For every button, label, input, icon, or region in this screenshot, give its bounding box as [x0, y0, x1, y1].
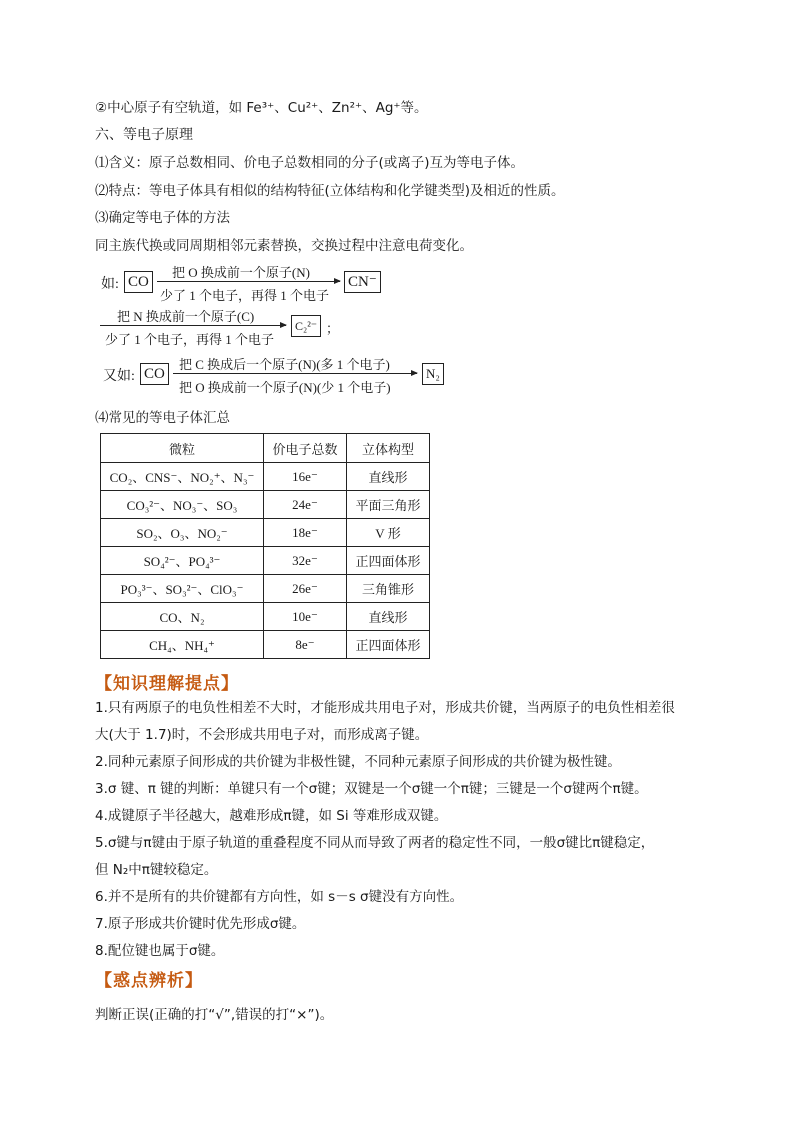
knowledge-point-2: 2.同种元素原子间形成的共价键为非极性键，不同种元素原子间形成的共价键为极性键。 [95, 754, 621, 770]
knowledge-point-1b: 大(大于 1.7)时，不会形成共用电子对，而形成离子键。 [95, 727, 429, 743]
diagram-row2-suffix: ； [326, 321, 340, 336]
table-cell-geometry: 正四面体形 [347, 547, 430, 575]
table-cell-particle: CO、N₂ [101, 603, 264, 631]
knowledge-point-3: 3.σ 键、π 键的判断：单键只有一个σ键；双键是一个σ键一个π键；三键是一个σ键两个π键。 [95, 781, 648, 797]
intro-line-orbital: ②中心原子有空轨道，如 Fe³⁺、Cu²⁺、Zn²⁺、Ag⁺等。 [95, 100, 428, 116]
table-cell-particle: SO₂、O₃、NO₂⁻ [101, 519, 264, 547]
diagram-row1-arrow [157, 281, 340, 282]
method-text: 同主族代换或同周期相邻元素替换，交换过程中注意电荷变化。 [95, 238, 473, 254]
table-cell-valence: 18e⁻ [264, 519, 347, 547]
table-header-valence: 价电子总数 [264, 434, 347, 463]
table-cell-geometry: V 形 [347, 519, 430, 547]
table-cell-particle: CO₂、CNS⁻、NO₂⁺、N₃⁻ [101, 463, 264, 491]
diagram-box-n2: N₂ [422, 363, 444, 385]
knowledge-point-1a: 1.只有两原子的电负性相差不大时，才能形成共用电子对，形成共价键，当两原子的电负性相差很 [95, 700, 675, 716]
method-title: ⑶确定等电子体的方法 [95, 210, 230, 226]
knowledge-point-8: 8.配位键也属于σ键。 [95, 943, 225, 959]
diagram-row1-top-label: 把 O 换成前一个原子(N) [172, 265, 310, 280]
feature-text: ⑵特点：等电子体具有相似的结构特征(立体结构和化学键类型)及相近的性质。 [95, 183, 565, 199]
table-cell-particle: CO₃²⁻、NO₃⁻、SO₃ [101, 491, 264, 519]
definition-text: ⑴含义：原子总数相同、价电子总数相同的分子(或离子)互为等电子体。 [95, 155, 525, 171]
table-row [101, 603, 430, 631]
table-cell-valence: 16e⁻ [264, 463, 347, 491]
table-row [101, 631, 430, 659]
table-row [101, 575, 430, 603]
diagram-row1-prefix: 如: [101, 277, 119, 292]
table-cell-geometry: 三角锥形 [347, 575, 430, 603]
summary-title: ⑷常见的等电子体汇总 [95, 410, 230, 426]
table-row [101, 547, 430, 575]
diagram-box-cn: CN⁻ [344, 271, 381, 293]
table-cell-particle: PO₃³⁻、SO₃²⁻、ClO₃⁻ [101, 575, 264, 603]
confusion-heading: 【惑点辨析】 [95, 971, 203, 991]
section-title-isoelectronic: 六、等电子原理 [95, 127, 193, 143]
knowledge-point-6: 6.并不是所有的共价键都有方向性，如 s－s σ键没有方向性。 [95, 889, 464, 905]
table-header-row [101, 434, 430, 463]
table-cell-geometry: 平面三角形 [347, 491, 430, 519]
table-header-geometry: 立体构型 [347, 434, 430, 463]
diagram-box-co-2: CO [140, 363, 169, 385]
knowledge-heading: 【知识理解提点】 [95, 674, 239, 694]
knowledge-point-5a: 5.σ键与π键由于原子轨道的重叠程度不同从而导致了两者的稳定性不同，一般σ键比π键稳定， [95, 835, 655, 851]
diagram-row3-prefix: 又如: [103, 369, 135, 384]
table-cell-particle: SO₄²⁻、PO₄³⁻ [101, 547, 264, 575]
table-cell-geometry: 直线形 [347, 603, 430, 631]
diagram-row2-bottom-label: 少了 1 个电子，再得 1 个电子 [105, 332, 275, 347]
diagram-row2-top-label: 把 N 换成前一个原子(C) [117, 309, 255, 324]
diagram-row3-arrow [173, 373, 417, 374]
diagram-row3-top-label: 把 C 换成后一个原子(N)(多 1 个电子) [179, 357, 390, 372]
diagram-box-co: CO [124, 271, 153, 293]
table-cell-geometry: 正四面体形 [347, 631, 430, 659]
table-row [101, 519, 430, 547]
knowledge-point-5b: 但 N₂中π键较稳定。 [95, 862, 218, 878]
table-cell-valence: 32e⁻ [264, 547, 347, 575]
diagram-row2-arrow [100, 325, 286, 326]
confusion-instruction: 判断正误(正确的打“√”,错误的打“×”)。 [95, 1007, 334, 1023]
diagram-row1-bottom-label: 少了 1 个电子，再得 1 个电子 [160, 288, 330, 303]
table-cell-valence: 8e⁻ [264, 631, 347, 659]
knowledge-point-7: 7.原子形成共价键时优先形成σ键。 [95, 916, 306, 932]
table-row [101, 491, 430, 519]
table-cell-valence: 24e⁻ [264, 491, 347, 519]
table-cell-valence: 10e⁻ [264, 603, 347, 631]
knowledge-point-4: 4.成键原子半径越大，越难形成π键，如 Si 等难形成双键。 [95, 808, 448, 824]
table-row [101, 463, 430, 491]
table-cell-valence: 26e⁻ [264, 575, 347, 603]
diagram-row3-bottom-label: 把 O 换成前一个原子(N)(少 1 个电子) [179, 380, 391, 395]
table-cell-particle: CH₄、NH₄⁺ [101, 631, 264, 659]
table-cell-geometry: 直线形 [347, 463, 430, 491]
table-header-particle: 微粒 [101, 434, 264, 463]
diagram-box-c2: C₂²⁻ [291, 315, 321, 337]
isoelectronic-table [100, 433, 430, 659]
